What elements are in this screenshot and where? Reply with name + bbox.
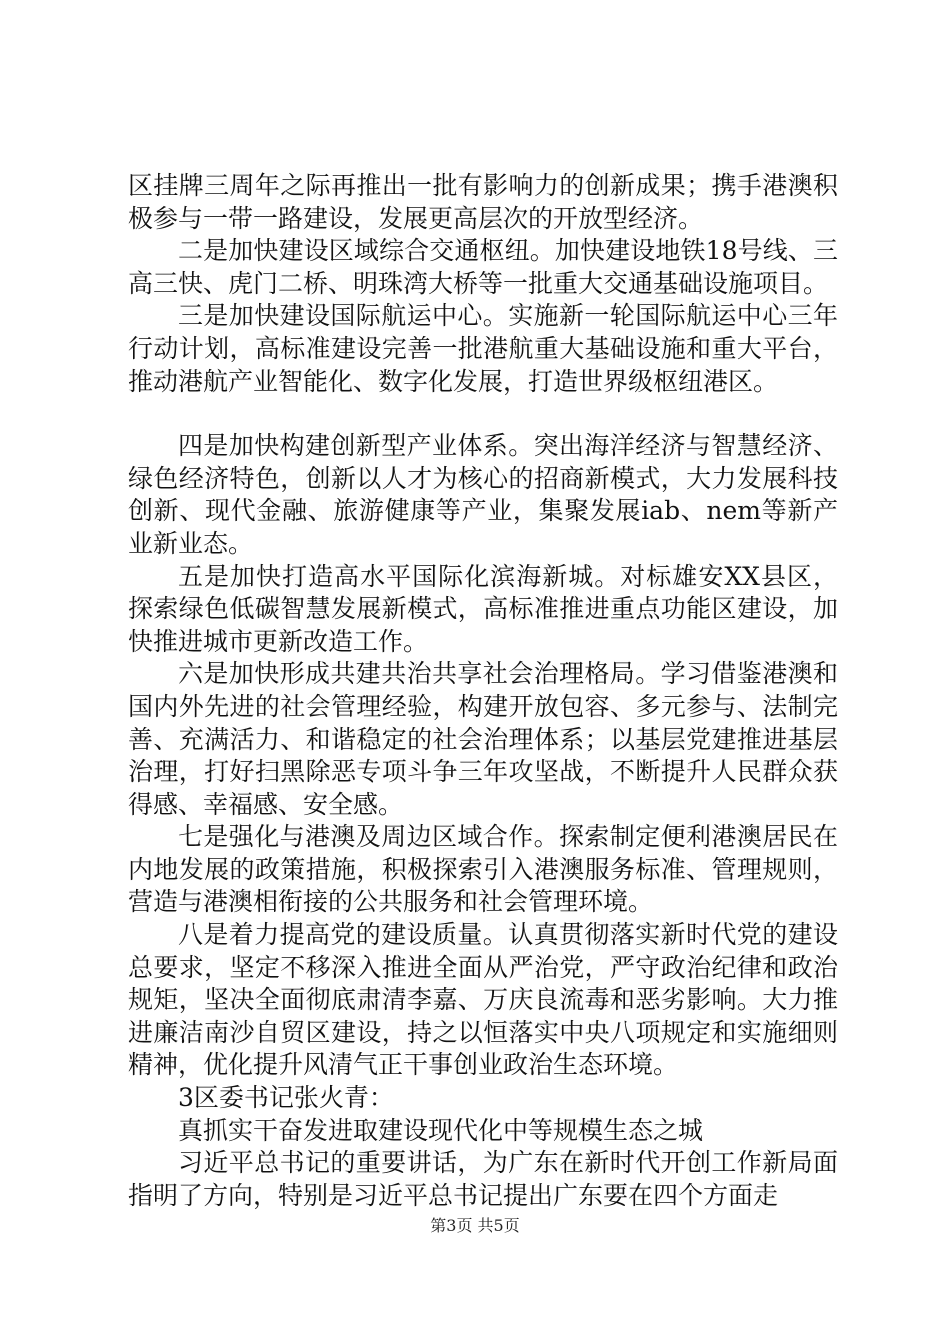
paragraph-item-2: 二是加快建设区域综合交通枢纽。加快建设地铁18号线、三高三快、虎门二桥、明珠湾大桥等一批重大交通基础设施项目。 xyxy=(128,236,838,298)
paragraph-item-7: 七是强化与港澳及周边区域合作。探索制定便利港澳居民在内地发展的政策措施，积极探索引入港澳服务标准、管理规则，营造与港澳相衔接的公共服务和社会管理环境。 xyxy=(128,822,838,917)
speaker-heading: 3区委书记张火青： xyxy=(178,1083,394,1113)
paragraph-continuation: 区挂牌三周年之际再推出一批有影响力的创新成果；携手港澳积极参与一带一路建设，发展更高层次的开放型经济。 xyxy=(128,171,838,233)
paragraph-item-5: 五是加快打造高水平国际化滨海新城。对标雄安XX县区，探索绿色低碳智慧发展新模式，高标准推进重点功能区建设，加快推进城市更新改造工作。 xyxy=(128,561,838,656)
page-footer: 第3页 共5页 xyxy=(430,1216,520,1235)
paragraph-item-4: 四是加快构建创新型产业体系。突出海洋经济与智慧经济、绿色经济特色，创新以人才为核心的招商新模式，大力发展科技创新、现代金融、旅游健康等产业，集聚发展iab、nem等新产业新业态。 xyxy=(128,431,838,558)
speech-paragraph: 习近平总书记的重要讲话，为广东在新时代开创工作新局面指明了方向，特别是习近平总书记提出广东要在四个方面走 xyxy=(128,1148,838,1210)
paragraph-item-8: 八是着力提高党的建设质量。认真贯彻落实新时代党的建设总要求，坚定不移深入推进全面从严治党，严守政治纪律和政治规矩，坚决全面彻底肃清李嘉、万庆良流毒和恶劣影响。大力推进廉洁南沙自贸区建设，持之以恒落实中央八项规定和实施细则精神，优化提升风清气正干事创业政治生态环境。 xyxy=(128,920,838,1080)
paragraph-item-3: 三是加快建设国际航运中心。实施新一轮国际航运中心三年行动计划，高标准建设完善一批港航重大基础设施和重大平台，推动港航产业智能化、数字化发展，打造世界级枢纽港区。 xyxy=(128,301,838,396)
document-body xyxy=(128,170,838,1212)
paragraph-gap xyxy=(128,398,838,430)
speech-title: 真抓实干奋发进取建设现代化中等规模生态之城 xyxy=(178,1115,704,1145)
paragraph-item-6: 六是加快形成共建共治共享社会治理格局。学习借鉴港澳和国内外先进的社会管理经验，构建开放包容、多元参与、法制完善、充满活力、和谐稳定的社会治理体系；以基层党建推进基层治理，打好扫黑除恶专项斗争三年攻坚战，不断提升人民群众获得感、幸福感、安全感。 xyxy=(128,659,838,819)
